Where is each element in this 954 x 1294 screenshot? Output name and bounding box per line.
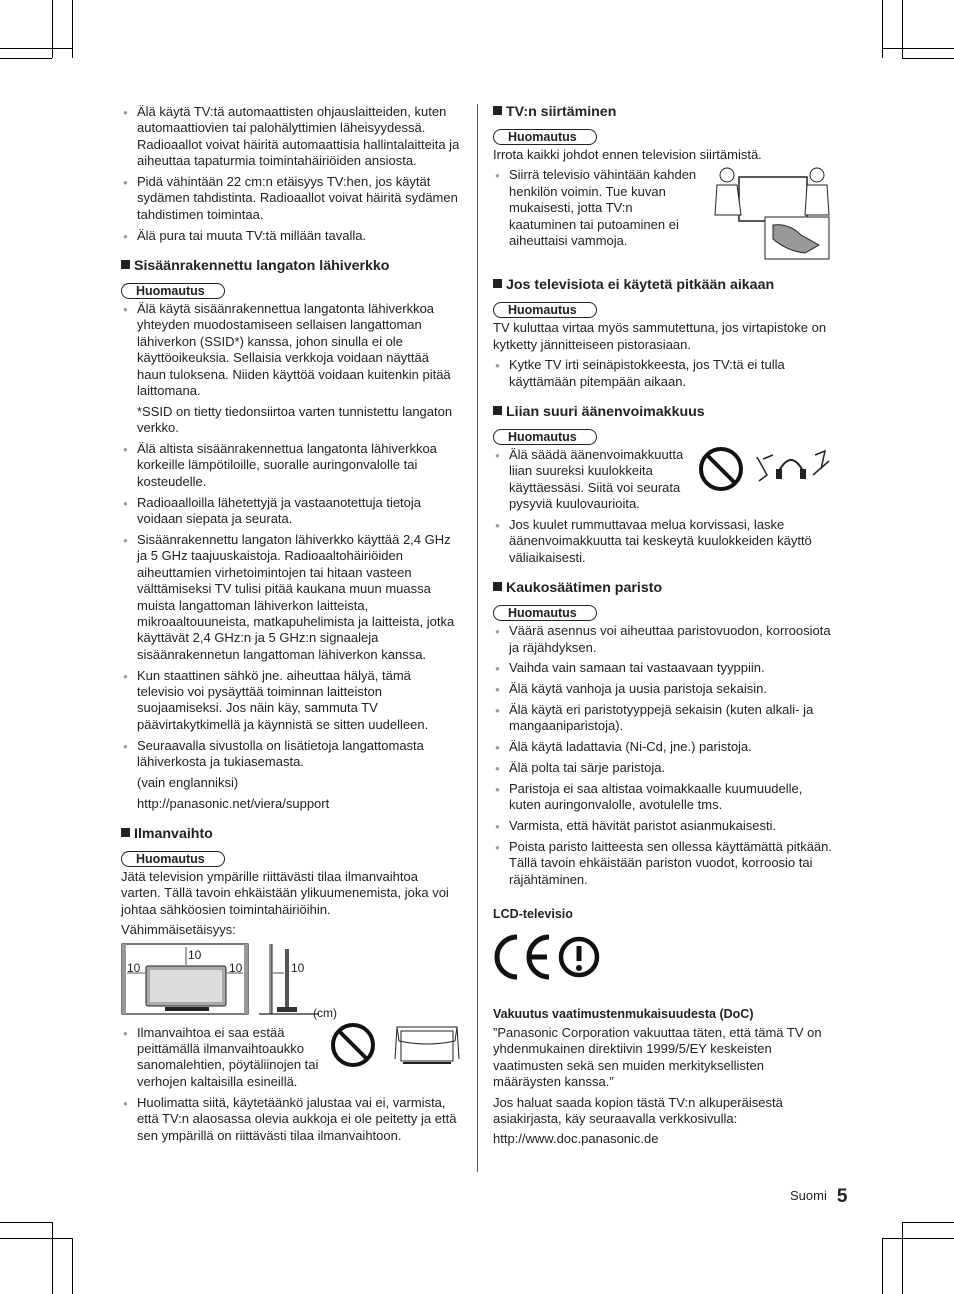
list-item: ● Älä käytä eri paristotyyppejä sekaisin (kuten alkali- ja mangaaniparistoja).	[493, 702, 833, 735]
tv-side-clearance-figure	[259, 943, 319, 1019]
clearance-left: 10	[127, 960, 141, 975]
list-item: ● Sisäänrakennettu langaton lähiverkko käyttää 2,4 GHz ja 5 GHz taajuuskaistoja. Radioaaltohäiriöiden aiheuttamien virhetoimintojen tai hitaan vasteen välttämiseksi TV tulisi pitää kaukana muun muassa muista langattoman lähiverkon laitteista, mikroaaltouuneista, matkapuhelimista ja laitteista, jotka käyttävät 2,4 GHz:n ja 5 GHz:n signaaleja sisäänrakennetun langattoman lähiverkon kanssa.	[121, 532, 461, 663]
list-item: ● Jos kuulet rummuttavaa melua korvissasi, laske äänenvoimakkuutta tai keskeytä kuulokkeiden käyttö väliaikaisesti.	[493, 517, 833, 566]
language-note: (vain englanniksi)	[137, 774, 239, 790]
prohibition-icon	[329, 1019, 461, 1071]
unused-list	[493, 357, 833, 390]
wlan-list-2	[121, 441, 461, 770]
wlan-list	[121, 301, 461, 399]
crop-mark	[902, 0, 903, 58]
crop-mark	[0, 58, 52, 59]
crop-mark	[0, 1222, 52, 1223]
section-heading-ventilation: Ilmanvaihto	[121, 826, 461, 843]
volume-list	[493, 447, 833, 566]
crop-mark	[882, 1238, 883, 1294]
list-item: ● Kun staattinen sähkö jne. aiheuttaa hälyä, tämä televisio voi pysäyttää toiminnan laitteiston suojaamiseksi. Jos näin käy, sammuta TV päävirtakytkimellä ja käynnistä se sitten uudelleen.	[121, 668, 461, 734]
support-url[interactable]: http://panasonic.net/viera/support	[137, 795, 330, 811]
square-bullet-icon	[121, 260, 130, 269]
note-label: Huomautus	[493, 605, 597, 621]
note-label: Huomautus	[493, 429, 597, 445]
lcd-title: LCD-televisio	[493, 907, 573, 922]
unused-text: TV kuluttaa virtaa myös sammutettuna, jos virtapistoke on kytketty jännitteiseen pistorasiaan.	[493, 320, 827, 352]
section-heading-wlan: Sisäänrakennettu langaton lähiverkko	[121, 258, 461, 275]
crop-mark	[882, 48, 954, 49]
square-bullet-icon	[493, 406, 502, 415]
list-item: ● Poista paristo laitteesta sen ollessa käyttämättä pitkään. Tällä tavoin ehkäistään pariston vuodot, korroosio tai räjähtäminen.	[493, 839, 833, 888]
square-bullet-icon	[493, 582, 502, 591]
square-bullet-icon	[493, 279, 502, 288]
note-label: Huomautus	[493, 129, 597, 145]
doc-quote: ”Panasonic Corporation vakuuttaa täten, että tämä TV on yhdenmukainen direktiivin 1999/5/EY keskeisten vaatimusten sekä sen muiden merkityksellisten määräysten kanssa.”	[493, 1024, 822, 1090]
crop-mark	[52, 0, 53, 58]
list-item: ● Varmista, että hävität paristot asianmukaisesti.	[493, 818, 833, 834]
carrying-tv-illustration	[709, 165, 833, 261]
moving-text: Irrota kaikki johdot ennen television siirtämistä.	[493, 147, 762, 162]
list-item: ● Kytke TV irti seinäpistokkeesta, jos TV:tä ei tulla käyttämään pitempään aikaan.	[493, 357, 833, 390]
list-item: ● Älä käytä ladattavia (Ni-Cd, jne.) paristoja.	[493, 739, 833, 755]
crop-mark	[0, 48, 72, 49]
crop-mark	[72, 0, 73, 58]
list-item: ● Älä säädä äänenvoimakkuutta liian suureksi kuulokkeita käyttäessäsi. Siitä voi seurata pysyviä kuulovaurioita.	[493, 447, 833, 513]
ventilation-text: Jätä television ympärille riittävästi tilaa ilmanvaihtoa varten. Tällä tavoin ehkäistään ylikuumenemista, joka voi johtaa sähköosien toimintahäiriöihin.	[121, 868, 449, 917]
crop-mark	[72, 1238, 73, 1294]
crop-mark	[0, 1238, 72, 1239]
list-item: ● Vaihda vain samaan tai vastaavaan tyyppiin.	[493, 660, 833, 676]
list-item: ● Seuraavalla sivustolla on lisätietoja langattomasta lähiverkosta ja tukiasemasta.	[121, 738, 461, 771]
two-person-carry-figure	[709, 165, 833, 265]
list-item: ● Siirrä televisio vähintään kahden henkilön voimin. Tue kuvan mukaisesti, jotta TV:n kaatuminen tai putoaminen ei aiheuttaisi vammoja.	[493, 167, 833, 263]
no-cover-figure	[329, 1019, 461, 1075]
square-bullet-icon	[493, 106, 502, 115]
min-distance-label: Vähimmäisetäisyys:	[121, 922, 236, 938]
section-heading-battery: Kaukosäätimen paristo	[493, 580, 833, 597]
list-item: ● Huolimatta siitä, käytetäänkö jalustaa vai ei, varmista, että TV:n alaosassa olevia aukkoja ei ole peitetty ja että sen ympärillä on riittävästi tilaa ilmanvaihtoon.	[121, 1095, 461, 1144]
list-item: ● Älä altista sisäänrakennettua langatonta lähiverkkoa korkeille lämpötiloille, suoralle auringonvalolle tai kosteudelle.	[121, 441, 461, 490]
list-item: ● Väärä asennus voi aiheuttaa paristovuodon, korroosiota ja räjähdyksen.	[493, 623, 833, 656]
unit-label: (cm)	[313, 1005, 337, 1020]
headphone-prohibition-icon	[697, 445, 833, 493]
crop-mark	[902, 58, 954, 59]
note-label: Huomautus	[121, 851, 225, 867]
ssid-footnote: *SSID on tietty tiedonsiirtoa varten tunnistettu langaton verkko.	[137, 403, 453, 436]
clearance-side: 10	[291, 960, 305, 975]
doc-url[interactable]: http://www.doc.panasonic.de	[493, 1131, 659, 1147]
note-label: Huomautus	[121, 283, 225, 299]
square-bullet-icon	[121, 828, 130, 837]
list-item: ● Älä pura tai muuta TV:tä millään tavalla.	[121, 228, 461, 244]
ventilation-diagram	[121, 943, 461, 1025]
list-item: ● Pidä vähintään 22 cm:n etäisyys TV:hen, jos käytät sydämen tahdistinta. Radioaallot voivat häiritä sydämen tahdistimen toimintaa.	[121, 174, 461, 223]
clearance-right: 10	[229, 960, 243, 975]
crop-mark	[882, 1238, 954, 1239]
list-item: ● Älä polta tai särje paristoja.	[493, 760, 833, 776]
list-item: ● Radioaalloilla lähetettyjä ja vastaanotettuja tietoja voidaan siepata ja seurata.	[121, 495, 461, 528]
list-item: ● Älä käytä sisäänrakennettua langatonta lähiverkkoa yhteyden muodostamiseen sellaisen langattoman lähiverkon (SSID*) kanssa, johon sinulla ei ole käyttöoikeuksia. Sellaisia verkkoja voidaan näyttää haun tuloksena. Niiden käyttöä voidaan kuitenkin pitää laittomana.	[121, 301, 461, 399]
doc-title: Vakuutus vaatimustenmukaisuudesta (DoC)	[493, 1007, 754, 1022]
crop-mark	[52, 1222, 53, 1294]
section-heading-unused: Jos televisiota ei käytetä pitkään aikaan	[493, 277, 833, 294]
column-divider	[477, 104, 478, 1172]
ce-marking	[493, 932, 833, 992]
crop-mark	[882, 0, 883, 58]
moving-list	[493, 167, 833, 263]
page-footer	[790, 1186, 847, 1208]
section-heading-moving: TV:n siirtäminen	[493, 104, 833, 121]
left-column	[121, 104, 461, 1149]
list-item: ● Ilmanvaihtoa ei saa estää peittämällä ilmanvaihtoaukko sanomalehtien, pöytäliinojen tai verhojen kaltaisilla esineillä.	[121, 1025, 461, 1091]
list-item: ● Älä käytä TV:tä automaattisten ohjauslaitteiden, kuten automaattiovien tai palohälyttimien läheisyydessä. Radioaallot voivat häiritä automaattisia hallintalaitteita ja aiheuttaa tapaturmia toimintahäiriöiden ansiosta.	[121, 104, 461, 170]
crop-mark	[902, 1222, 903, 1294]
crop-mark	[902, 1222, 954, 1223]
section-heading-volume: Liian suuri äänenvoimakkuus	[493, 404, 833, 421]
language-label: Suomi	[790, 1188, 827, 1203]
ventilation-list	[121, 1025, 461, 1145]
doc-text: Jos haluat saada kopion tästä TV:n alkuperäisestä asiakirjasta, käy seuraavalla verkkosivulla:	[493, 1094, 783, 1126]
page-number: 5	[836, 1186, 848, 1207]
note-label: Huomautus	[493, 302, 597, 318]
list-item: ● Älä käytä vanhoja ja uusia paristoja sekaisin.	[493, 681, 833, 697]
ce-alert-icon	[493, 932, 603, 982]
list-item: ● Paristoja ei saa altistaa voimakkaalle kuumuudelle, kuten auringonvalolle, avotulelle tms.	[493, 781, 833, 814]
no-loud-headphones-figure	[697, 445, 833, 497]
battery-list	[493, 623, 833, 888]
clearance-top: 10	[188, 947, 202, 962]
right-column	[493, 104, 833, 1148]
intro-list	[121, 104, 461, 244]
